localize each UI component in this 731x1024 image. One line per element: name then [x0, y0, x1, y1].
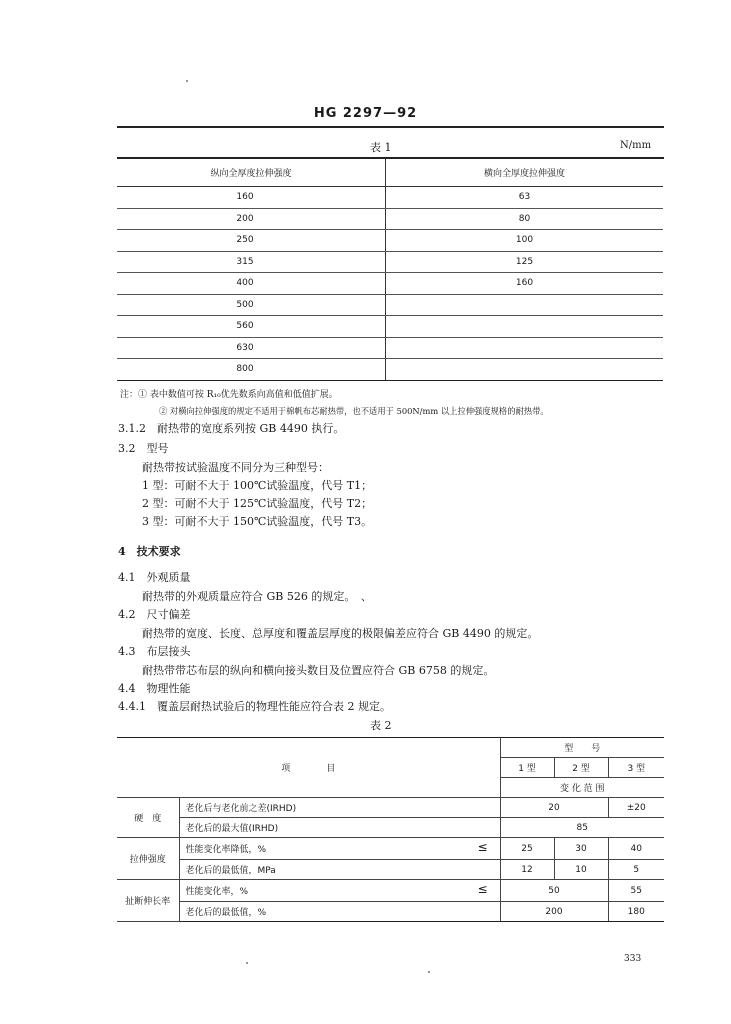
table2-hardness-diff-t3: ±20 — [608, 798, 664, 818]
table1-unit: N/mm — [620, 140, 652, 151]
type-2-desc: 2 型：可耐不大于 125℃试验温度，代号 T2； — [142, 497, 373, 510]
table2-elongation-min-t12: 200 — [500, 902, 608, 922]
table2-elongation-change-t12: 50 — [500, 880, 608, 902]
section-3-2-intro: 耐热带按试验温度不同分为三种型号： — [142, 461, 329, 474]
table-row — [117, 273, 663, 295]
table-row — [117, 337, 663, 359]
table-row — [117, 208, 663, 230]
table2-tensile-change-t1: 25 — [500, 838, 554, 860]
standard-code-header: HG 2297—92 — [313, 106, 418, 121]
table2-tensile-min-t3: 5 — [608, 860, 664, 880]
header-rule — [117, 126, 664, 128]
table1-cell-transverse: 160 — [386, 273, 664, 295]
table-row — [117, 230, 663, 252]
section-4-3-text: 耐热带带芯布层的纵向和横向接头数目及位置应符合 GB 6758 的规定。 — [142, 664, 495, 677]
table2-tensile-label: 拉伸强度 — [117, 838, 179, 880]
table-row — [117, 359, 663, 381]
table-row — [117, 316, 663, 338]
table1-cell-longitudinal: 560 — [236, 321, 254, 332]
table2-type-2: 2 型 — [554, 758, 608, 778]
section-4-4-heading: 4.4 物理性能 — [118, 682, 191, 695]
table1-cell-transverse — [386, 337, 664, 359]
table1-cell-longitudinal: 400 — [236, 278, 254, 289]
table2-tensile-min-t1: 12 — [500, 860, 554, 880]
type-3-desc: 3 型：可耐不大于 150℃试验温度，代号 T3。 — [142, 515, 373, 528]
section-4-heading: 4 技术要求 — [118, 545, 181, 558]
table2-elongation-change-text: 性能变化率，% — [185, 887, 249, 897]
section-4-3-heading: 4.3 布层接头 — [118, 645, 191, 658]
table1-cell-longitudinal: 500 — [236, 299, 254, 310]
table1-note-1: 注：① 表中数值可按 R₁₀优先数系向高值和低值扩展。 — [120, 390, 338, 400]
table2-hardness-max-value: 85 — [500, 818, 664, 838]
table2-hardness-diff-desc: 老化后与老化前之差(IRHD) — [179, 798, 500, 818]
table1-col-header-longitudinal: 纵向全厚度拉伸强度 — [117, 158, 386, 187]
table1-cell-transverse: 125 — [386, 251, 664, 273]
scan-speck — [186, 80, 188, 82]
table2-tensile-min-t2: 10 — [554, 860, 608, 880]
table1-cell-longitudinal: 800 — [236, 364, 254, 375]
table-row — [117, 187, 663, 209]
table2-type-header: 型 号 — [500, 738, 664, 758]
table2-elongation-label: 扯断伸长率 — [117, 880, 179, 922]
section-4-1-text: 耐热带的外观质量应符合 GB 526 的规定。 、 — [142, 590, 372, 603]
table1-cell-transverse — [386, 316, 664, 338]
table1-cell-transverse: 80 — [386, 208, 664, 230]
table1-cell-transverse — [386, 359, 664, 381]
table1-cell-transverse: 100 — [386, 230, 664, 252]
table2-tensile-change-desc — [179, 838, 500, 860]
table2-tensile-min-desc: 老化后的最低值，MPa — [179, 860, 500, 880]
table1-cell-longitudinal: 315 — [236, 256, 254, 267]
table1-cell-longitudinal: 200 — [236, 213, 254, 224]
section-3-1-2: 3.1.2 耐热带的宽度系列按 GB 4490 执行。 — [118, 422, 345, 435]
table1 — [117, 158, 663, 381]
table2-elongation-min-desc: 老化后的最低值，% — [179, 902, 500, 922]
table2-caption: 表 2 — [370, 719, 392, 732]
table1-cell-longitudinal: 250 — [236, 235, 254, 246]
section-4-2-heading: 4.2 尺寸偏差 — [118, 608, 191, 621]
table2-tensile-change-t3: 40 — [608, 838, 664, 860]
table2-elongation-change-desc — [179, 880, 500, 902]
table1-cell-transverse: 63 — [386, 187, 664, 209]
table1-cell-transverse — [386, 294, 664, 316]
scan-speck — [246, 962, 248, 964]
table1-cell-longitudinal: 160 — [236, 192, 254, 203]
less-equal-symbol: ≤ — [477, 840, 488, 854]
table2 — [117, 737, 664, 922]
table2-range-header: 变 化 范 围 — [500, 778, 664, 798]
table2-item-header: 项 目 — [117, 738, 500, 798]
table2-tensile-change-t2: 30 — [554, 838, 608, 860]
table2-type-1: 1 型 — [500, 758, 554, 778]
table2-elongation-min-t3: 180 — [608, 902, 664, 922]
table2-type-3: 3 型 — [608, 758, 664, 778]
section-4-2-text: 耐热带的宽度、长度、总厚度和覆盖层厚度的极限偏差应符合 GB 4490 的规定。 — [142, 627, 539, 640]
section-4-4-1: 4.4.1 覆盖层耐热试验后的物理性能应符合表 2 规定。 — [118, 700, 391, 713]
table1-col-header-transverse: 横向全厚度拉伸强度 — [386, 158, 664, 187]
scan-speck — [428, 971, 430, 973]
type-1-desc: 1 型：可耐不大于 100℃试验温度，代号 T1； — [142, 479, 373, 492]
table1-cell-longitudinal: 630 — [236, 342, 254, 353]
less-equal-symbol: ≤ — [477, 882, 488, 896]
table1-note-2: ② 对横向拉伸强度的规定不适用于棉帆布芯耐热带，也不适用于 500N/mm 以上拉伸强度规格的耐热带。 — [159, 406, 549, 416]
page-number: 333 — [624, 954, 642, 964]
table2-hardness-max-desc: 老化后的最大值(IRHD) — [179, 818, 500, 838]
table-row — [117, 251, 663, 273]
table2-elongation-change-t3: 55 — [608, 880, 664, 902]
table1-caption: 表 1 — [370, 141, 392, 154]
table2-hardness-label: 硬 度 — [117, 798, 179, 838]
table2-tensile-change-text: 性能变化率降低，% — [185, 845, 267, 855]
table-row — [117, 294, 663, 316]
section-3-2-heading: 3.2 型号 — [118, 442, 169, 455]
section-4-1-heading: 4.1 外观质量 — [118, 571, 191, 584]
table2-hardness-diff-t12: 20 — [500, 798, 608, 818]
